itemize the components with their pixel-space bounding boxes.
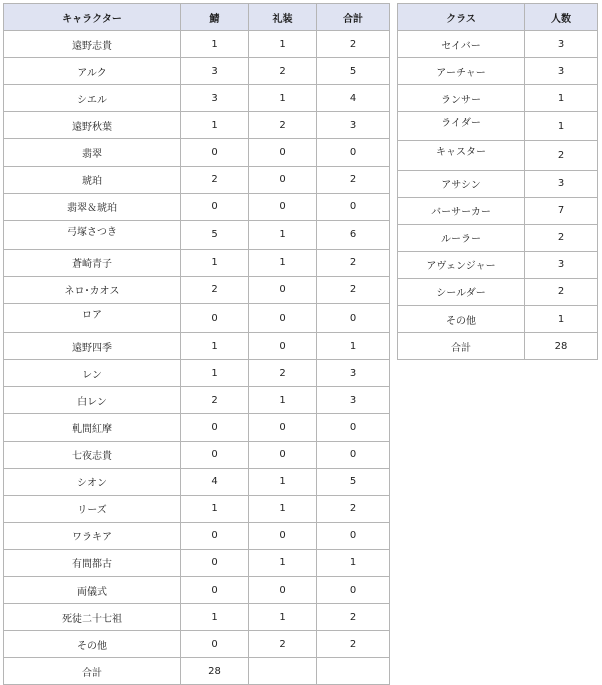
table-row (4, 31, 390, 58)
servant-count-cell: 0 (181, 549, 249, 576)
craft-essence-count-cell: 0 (249, 414, 317, 441)
servant-count-cell: 1 (181, 495, 249, 522)
servant-count-cell: 0 (181, 414, 249, 441)
craft-essence-count-cell: 0 (249, 522, 317, 549)
character-name-cell: リーズ (4, 495, 181, 522)
character-name-cell: ネロ･カオス (4, 276, 181, 303)
character-name-cell: 翡翠 (4, 139, 181, 166)
table-row (4, 495, 390, 522)
total-count-cell: 2 (317, 31, 390, 58)
character-name-cell: 軋間紅摩 (4, 414, 181, 441)
class-name-cell: アヴェンジャー (398, 251, 525, 278)
table-row (4, 576, 390, 603)
character-name-cell: アルク (4, 58, 181, 85)
class-name-cell: セイバー (398, 31, 525, 58)
total-count-cell: 2 (317, 604, 390, 631)
class-name-cell: キャスター (398, 141, 525, 170)
total-count-cell: 2 (317, 249, 390, 276)
character-name-cell: 七夜志貴 (4, 441, 181, 468)
character-name-cell: 両儀式 (4, 576, 181, 603)
total-count-cell: 5 (317, 468, 390, 495)
servant-count-cell: 1 (181, 31, 249, 58)
table-row (398, 251, 598, 278)
total-count-cell: 0 (317, 441, 390, 468)
total-count-cell: 1 (317, 333, 390, 360)
header-count: 人数 (525, 4, 598, 31)
servant-count-cell: 3 (181, 85, 249, 112)
craft-essence-count-cell: 1 (249, 220, 317, 249)
class-count-cell: 3 (525, 251, 598, 278)
table-row (398, 170, 598, 197)
servant-count-cell: 3 (181, 58, 249, 85)
class-table-total-row (398, 333, 598, 360)
class-count-cell: 1 (525, 306, 598, 333)
servant-count-cell: 1 (181, 112, 249, 139)
class-total-label: 合計 (398, 333, 525, 360)
total-count-cell: 0 (317, 193, 390, 220)
servant-count-cell: 2 (181, 276, 249, 303)
craft-essence-count-cell: 0 (249, 441, 317, 468)
class-count-cell: 3 (525, 31, 598, 58)
character-table-total-row (4, 658, 390, 685)
total-empty-cell (317, 658, 390, 685)
table-row (4, 441, 390, 468)
table-row (4, 360, 390, 387)
table-row (398, 278, 598, 305)
craft-essence-count-cell: 1 (249, 85, 317, 112)
character-name-cell: その他 (4, 631, 181, 658)
class-table (397, 3, 598, 360)
character-table-body (4, 31, 390, 658)
total-count-cell: 2 (317, 631, 390, 658)
table-row (4, 193, 390, 220)
total-count-cell: 1 (317, 549, 390, 576)
character-name-cell: 死徒二十七祖 (4, 604, 181, 631)
craft-essence-count-cell: 2 (249, 58, 317, 85)
class-count-cell: 2 (525, 224, 598, 251)
craft-essence-count-cell: 1 (249, 495, 317, 522)
total-count-cell: 0 (317, 304, 390, 333)
craft-essence-count-cell: 0 (249, 193, 317, 220)
character-name-cell: ロア (4, 304, 181, 333)
total-count-cell: 2 (317, 495, 390, 522)
craft-essence-count-cell: 0 (249, 304, 317, 333)
character-name-cell: シエル (4, 85, 181, 112)
craft-essence-count-cell: 1 (249, 549, 317, 576)
table-row (398, 58, 598, 85)
table-row (4, 249, 390, 276)
character-table (3, 3, 390, 685)
craft-essence-count-cell: 0 (249, 276, 317, 303)
class-count-cell: 3 (525, 170, 598, 197)
total-count-cell: 5 (317, 58, 390, 85)
character-name-cell: 有間都古 (4, 549, 181, 576)
table-row (4, 522, 390, 549)
class-total-value: 28 (525, 333, 598, 360)
class-name-cell: ランサー (398, 85, 525, 112)
servant-count-cell: 0 (181, 522, 249, 549)
header-craft-essence: 礼装 (249, 4, 317, 31)
servant-count-cell: 0 (181, 576, 249, 603)
class-count-cell: 3 (525, 58, 598, 85)
servant-count-cell: 2 (181, 166, 249, 193)
servant-count-cell: 5 (181, 220, 249, 249)
character-name-cell: ワラキア (4, 522, 181, 549)
craft-essence-count-cell: 2 (249, 360, 317, 387)
class-count-cell: 1 (525, 112, 598, 141)
total-count-cell: 2 (317, 166, 390, 193)
craft-essence-count-cell: 1 (249, 31, 317, 58)
table-row (4, 468, 390, 495)
total-label: 合計 (4, 658, 181, 685)
character-name-cell: 白レン (4, 387, 181, 414)
class-table-body (398, 31, 598, 333)
class-name-cell: シールダー (398, 278, 525, 305)
character-name-cell: 遠野四季 (4, 333, 181, 360)
servant-count-cell: 0 (181, 139, 249, 166)
servant-count-cell: 0 (181, 441, 249, 468)
class-name-cell: ルーラー (398, 224, 525, 251)
character-name-cell: レン (4, 360, 181, 387)
total-count-cell: 3 (317, 112, 390, 139)
table-row (4, 139, 390, 166)
class-name-cell: アーチャー (398, 58, 525, 85)
table-row (4, 276, 390, 303)
header-servant: 鯖 (181, 4, 249, 31)
servant-count-cell: 4 (181, 468, 249, 495)
header-class: クラス (398, 4, 525, 31)
class-count-cell: 7 (525, 197, 598, 224)
total-count-cell: 0 (317, 522, 390, 549)
craft-essence-count-cell: 0 (249, 166, 317, 193)
servant-count-cell: 2 (181, 387, 249, 414)
craft-essence-count-cell: 1 (249, 387, 317, 414)
character-name-cell: 遠野秋葉 (4, 112, 181, 139)
servant-count-cell: 1 (181, 249, 249, 276)
servant-count-cell: 0 (181, 304, 249, 333)
total-count-cell: 3 (317, 360, 390, 387)
table-row (4, 549, 390, 576)
craft-essence-count-cell: 1 (249, 604, 317, 631)
craft-essence-count-cell: 0 (249, 333, 317, 360)
character-name-cell: 翡翠＆琥珀 (4, 193, 181, 220)
table-row (398, 31, 598, 58)
total-empty-cell (249, 658, 317, 685)
craft-essence-count-cell: 1 (249, 249, 317, 276)
character-name-cell: 弓塚さつき (4, 220, 181, 249)
table-row (4, 58, 390, 85)
table-row (4, 333, 390, 360)
table-row (398, 141, 598, 170)
class-count-cell: 1 (525, 85, 598, 112)
total-count-cell: 2 (317, 276, 390, 303)
character-name-cell: 琥珀 (4, 166, 181, 193)
total-count-cell: 6 (317, 220, 390, 249)
header-character: キャラクター (4, 4, 181, 31)
craft-essence-count-cell: 0 (249, 139, 317, 166)
craft-essence-count-cell: 1 (249, 468, 317, 495)
class-count-cell: 2 (525, 278, 598, 305)
servant-count-cell: 0 (181, 193, 249, 220)
total-count-cell: 0 (317, 576, 390, 603)
class-name-cell: アサシン (398, 170, 525, 197)
total-count-cell: 0 (317, 414, 390, 441)
character-name-cell: 蒼崎青子 (4, 249, 181, 276)
servant-count-cell: 0 (181, 631, 249, 658)
total-count-cell: 4 (317, 85, 390, 112)
character-table-header-row (4, 4, 390, 31)
class-name-cell: その他 (398, 306, 525, 333)
class-count-cell: 2 (525, 141, 598, 170)
table-row (4, 166, 390, 193)
table-row (4, 304, 390, 333)
total-count-cell: 3 (317, 387, 390, 414)
class-table-header-row (398, 4, 598, 31)
class-name-cell: バーサーカー (398, 197, 525, 224)
character-name-cell: シオン (4, 468, 181, 495)
table-row (398, 197, 598, 224)
table-row (398, 112, 598, 141)
table-row (4, 604, 390, 631)
table-row (4, 112, 390, 139)
table-row (4, 85, 390, 112)
servant-count-cell: 1 (181, 604, 249, 631)
table-row (4, 220, 390, 249)
class-name-cell: ライダー (398, 112, 525, 141)
table-row (398, 306, 598, 333)
table-row (4, 414, 390, 441)
table-row (4, 631, 390, 658)
total-value: 28 (181, 658, 249, 685)
header-total: 合計 (317, 4, 390, 31)
table-row (398, 85, 598, 112)
table-row (398, 224, 598, 251)
table-row (4, 387, 390, 414)
craft-essence-count-cell: 2 (249, 112, 317, 139)
craft-essence-count-cell: 0 (249, 576, 317, 603)
total-count-cell: 0 (317, 139, 390, 166)
craft-essence-count-cell: 2 (249, 631, 317, 658)
character-name-cell: 遠野志貴 (4, 31, 181, 58)
servant-count-cell: 1 (181, 333, 249, 360)
servant-count-cell: 1 (181, 360, 249, 387)
